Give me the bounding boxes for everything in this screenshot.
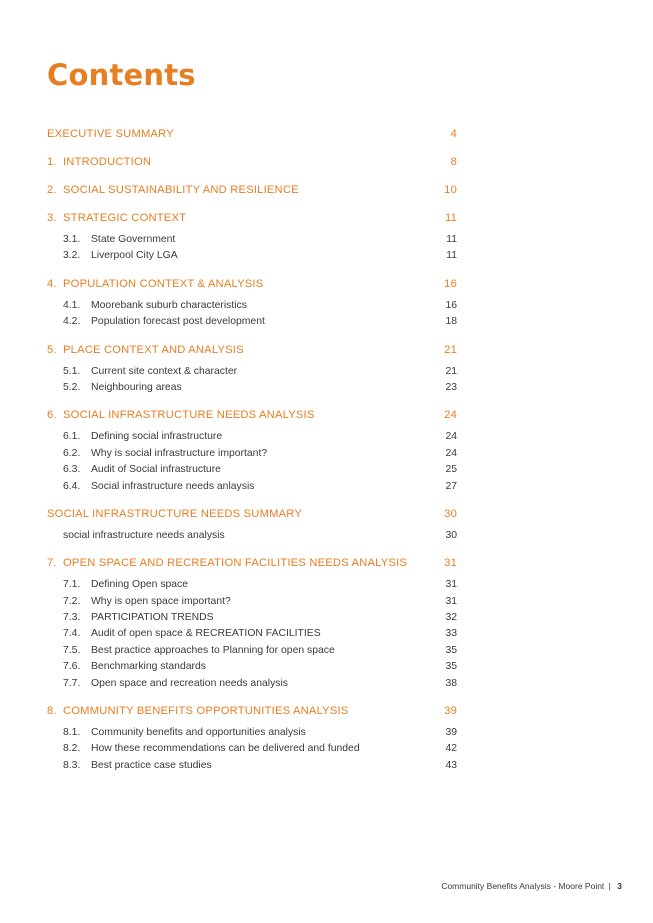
toc-subsection-title: Social infrastructure needs anlaysis (91, 480, 255, 492)
toc-subsection-entry[interactable] (47, 626, 457, 642)
toc-section-entry[interactable] (47, 500, 457, 528)
toc-subsection-title: Neighbouring areas (91, 381, 182, 393)
toc-subsection-number: 7.7. (63, 677, 81, 689)
toc-subsection-page: 16 (445, 299, 457, 311)
toc-subsection-page: 23 (445, 381, 457, 393)
toc-section-title: INTRODUCTION (63, 156, 152, 168)
toc-section-page: 24 (444, 409, 457, 422)
toc-subsection-number: 5.1. (63, 365, 81, 377)
toc-subsection-page: 32 (445, 612, 457, 624)
toc-subsection-page: 11 (446, 250, 457, 262)
toc-section-page: 30 (444, 507, 457, 520)
toc-subsection-page: 24 (445, 431, 457, 443)
toc-section-page: 31 (444, 557, 457, 570)
toc-subsection-number: 7.3. (63, 612, 81, 624)
toc-subsection-title: Audit of Social infrastructure (91, 464, 221, 476)
toc-subsection-page: 11 (446, 234, 457, 245)
toc-subsection-entry[interactable] (47, 462, 457, 478)
toc-subsection-entry[interactable] (47, 577, 457, 593)
toc-subsection-number: 7.4. (63, 628, 81, 640)
toc-subsection-entry[interactable] (47, 659, 457, 675)
table-of-contents (47, 120, 457, 779)
toc-subsection-number: 4.1. (63, 299, 81, 311)
toc-subsection-title: Benchmarking standards (91, 661, 206, 673)
footer-doc-title: Community Benefits Analysis - Moore Point (441, 881, 605, 891)
toc-subsection-number: 7.5. (63, 644, 81, 656)
toc-subsection-page: 27 (445, 480, 457, 492)
toc-subsection-page: 39 (445, 727, 457, 739)
toc-section-page: 8 (450, 156, 457, 168)
toc-section-title: OPEN SPACE AND RECREATION FACILITIES NEEDS ANALYSIS (63, 557, 408, 570)
toc-section-page: 21 (444, 343, 457, 356)
toc-section-page: 39 (444, 705, 457, 718)
toc-subsection-title: social infrastructure needs analysis (63, 529, 225, 541)
toc-subsection-entry[interactable] (47, 364, 457, 380)
toc-section-entry[interactable] (47, 120, 457, 148)
toc-subsection-title: Liverpool City LGA (91, 250, 178, 262)
toc-subsection-title: Population forecast post development (91, 316, 265, 328)
toc-subsection-title: Audit of open space & RECREATION FACILITIES (91, 628, 321, 640)
toc-subsection-page: 35 (445, 644, 457, 656)
footer-separator: | (608, 881, 611, 891)
toc-subsection-number: 6.1. (63, 431, 81, 443)
toc-subsection-entry[interactable] (47, 298, 457, 314)
toc-subsection-entry[interactable] (47, 741, 457, 757)
toc-subsection-title: Why is open space important? (91, 595, 231, 607)
footer-page-number: 3 (617, 881, 622, 891)
toc-subsection-number: 3.2. (63, 250, 81, 262)
toc-section-number: 1. (47, 156, 57, 168)
toc-section-entry[interactable] (47, 401, 457, 429)
toc-section-title: SOCIAL INFRASTRUCTURE NEEDS ANALYSIS (63, 409, 315, 422)
toc-subsection-number: 7.2. (63, 595, 81, 607)
toc-subsection-number: 4.2. (63, 316, 81, 328)
toc-section-page: 11 (444, 212, 457, 224)
toc-subsection-entry[interactable] (47, 594, 457, 610)
toc-subsection-title: How these recommendations can be delivered and funded (91, 743, 360, 755)
toc-subsection-entry[interactable] (47, 725, 457, 741)
toc-subsection-entry[interactable] (47, 380, 457, 396)
toc-subsection-number: 8.2. (63, 743, 81, 755)
toc-subsection-number: 3.1. (63, 234, 81, 245)
toc-subsection-entry[interactable] (47, 248, 457, 264)
toc-subsection-number: 6.2. (63, 447, 81, 459)
toc-section-number: 3. (47, 212, 57, 224)
toc-subsection-entry[interactable] (47, 446, 457, 462)
toc-subsection-page: 30 (445, 529, 457, 541)
toc-subsection-entry[interactable] (47, 479, 457, 495)
toc-subsection-entry[interactable] (47, 758, 457, 774)
toc-subsection-title: Moorebank suburb characteristics (91, 299, 247, 311)
toc-section-title: SOCIAL SUSTAINABILITY AND RESILIENCE (63, 184, 299, 196)
toc-subsection-title: Current site context & character (91, 365, 238, 377)
toc-section-title: PLACE CONTEXT AND ANALYSIS (63, 343, 244, 356)
toc-section-entry[interactable] (47, 148, 457, 176)
toc-section-page: 16 (444, 277, 457, 290)
toc-section-title: COMMUNITY BENEFITS OPPORTUNITIES ANALYSIS (63, 705, 349, 718)
toc-subsection-page: 25 (445, 464, 457, 476)
toc-section-title: EXECUTIVE SUMMARY (47, 128, 174, 140)
toc-subsection-page: 42 (445, 743, 457, 755)
toc-subsection-page: 31 (445, 595, 457, 607)
toc-subsection-entry[interactable] (47, 528, 457, 544)
toc-section-title: STRATEGIC CONTEXT (63, 212, 187, 224)
toc-subsection-number: 8.3. (63, 759, 81, 771)
toc-subsection-entry[interactable] (47, 232, 457, 248)
toc-section-number: 8. (47, 705, 57, 718)
toc-subsection-page: 24 (445, 447, 457, 459)
toc-subsection-number: 6.3. (63, 464, 81, 476)
toc-section-title: POPULATION CONTEXT & ANALYSIS (63, 277, 264, 290)
toc-subsection-page: 18 (445, 316, 457, 328)
toc-subsection-title: State Government (91, 234, 176, 245)
toc-section-entry[interactable] (47, 697, 457, 725)
toc-section-entry[interactable] (47, 336, 457, 364)
page-footer (441, 881, 622, 891)
toc-section-entry[interactable] (47, 176, 457, 204)
toc-subsection-title: Defining Open space (91, 579, 189, 591)
toc-subsection-title: PARTICIPATION TRENDS (91, 612, 214, 624)
toc-section-number: 2. (47, 184, 57, 196)
toc-subsection-number: 6.4. (63, 480, 81, 492)
toc-section-number: 6. (47, 409, 57, 422)
toc-subsection-page: 31 (445, 579, 457, 591)
toc-section-entry[interactable] (47, 204, 457, 232)
page-title: Contents (47, 58, 196, 92)
toc-subsection-page: 21 (445, 365, 457, 377)
toc-subsection-title: Best practice approaches to Planning for open space (91, 644, 335, 656)
toc-section-number: 4. (47, 277, 57, 290)
toc-section-page: 4 (450, 128, 457, 140)
toc-section-entry[interactable] (47, 270, 457, 298)
toc-subsection-entry[interactable] (47, 610, 457, 626)
toc-section-entry[interactable] (47, 549, 457, 577)
toc-subsection-page: 35 (445, 661, 457, 673)
toc-section-number: 5. (47, 343, 57, 356)
toc-subsection-number: 8.1. (63, 727, 81, 739)
toc-section-title: SOCIAL INFRASTRUCTURE NEEDS SUMMARY (47, 507, 303, 520)
toc-subsection-entry[interactable] (47, 314, 457, 330)
toc-subsection-entry[interactable] (47, 643, 457, 659)
toc-subsection-number: 7.6. (63, 661, 81, 673)
toc-section-number: 7. (47, 557, 57, 570)
toc-subsection-entry[interactable] (47, 676, 457, 692)
toc-subsection-entry[interactable] (47, 429, 457, 445)
toc-subsection-number: 5.2. (63, 381, 81, 393)
toc-subsection-title: Best practice case studies (91, 759, 212, 771)
toc-subsection-title: Defining social infrastructure (91, 431, 223, 443)
toc-subsection-title: Community benefits and opportunities analysis (91, 727, 306, 739)
toc-subsection-title: Why is social infrastructure important? (91, 447, 268, 459)
toc-section-page: 10 (444, 184, 457, 196)
toc-subsection-page: 33 (445, 628, 457, 640)
toc-subsection-number: 7.1. (63, 579, 81, 591)
toc-subsection-page: 43 (445, 759, 457, 771)
toc-subsection-title: Open space and recreation needs analysis (91, 677, 288, 689)
toc-subsection-page: 38 (445, 677, 457, 689)
